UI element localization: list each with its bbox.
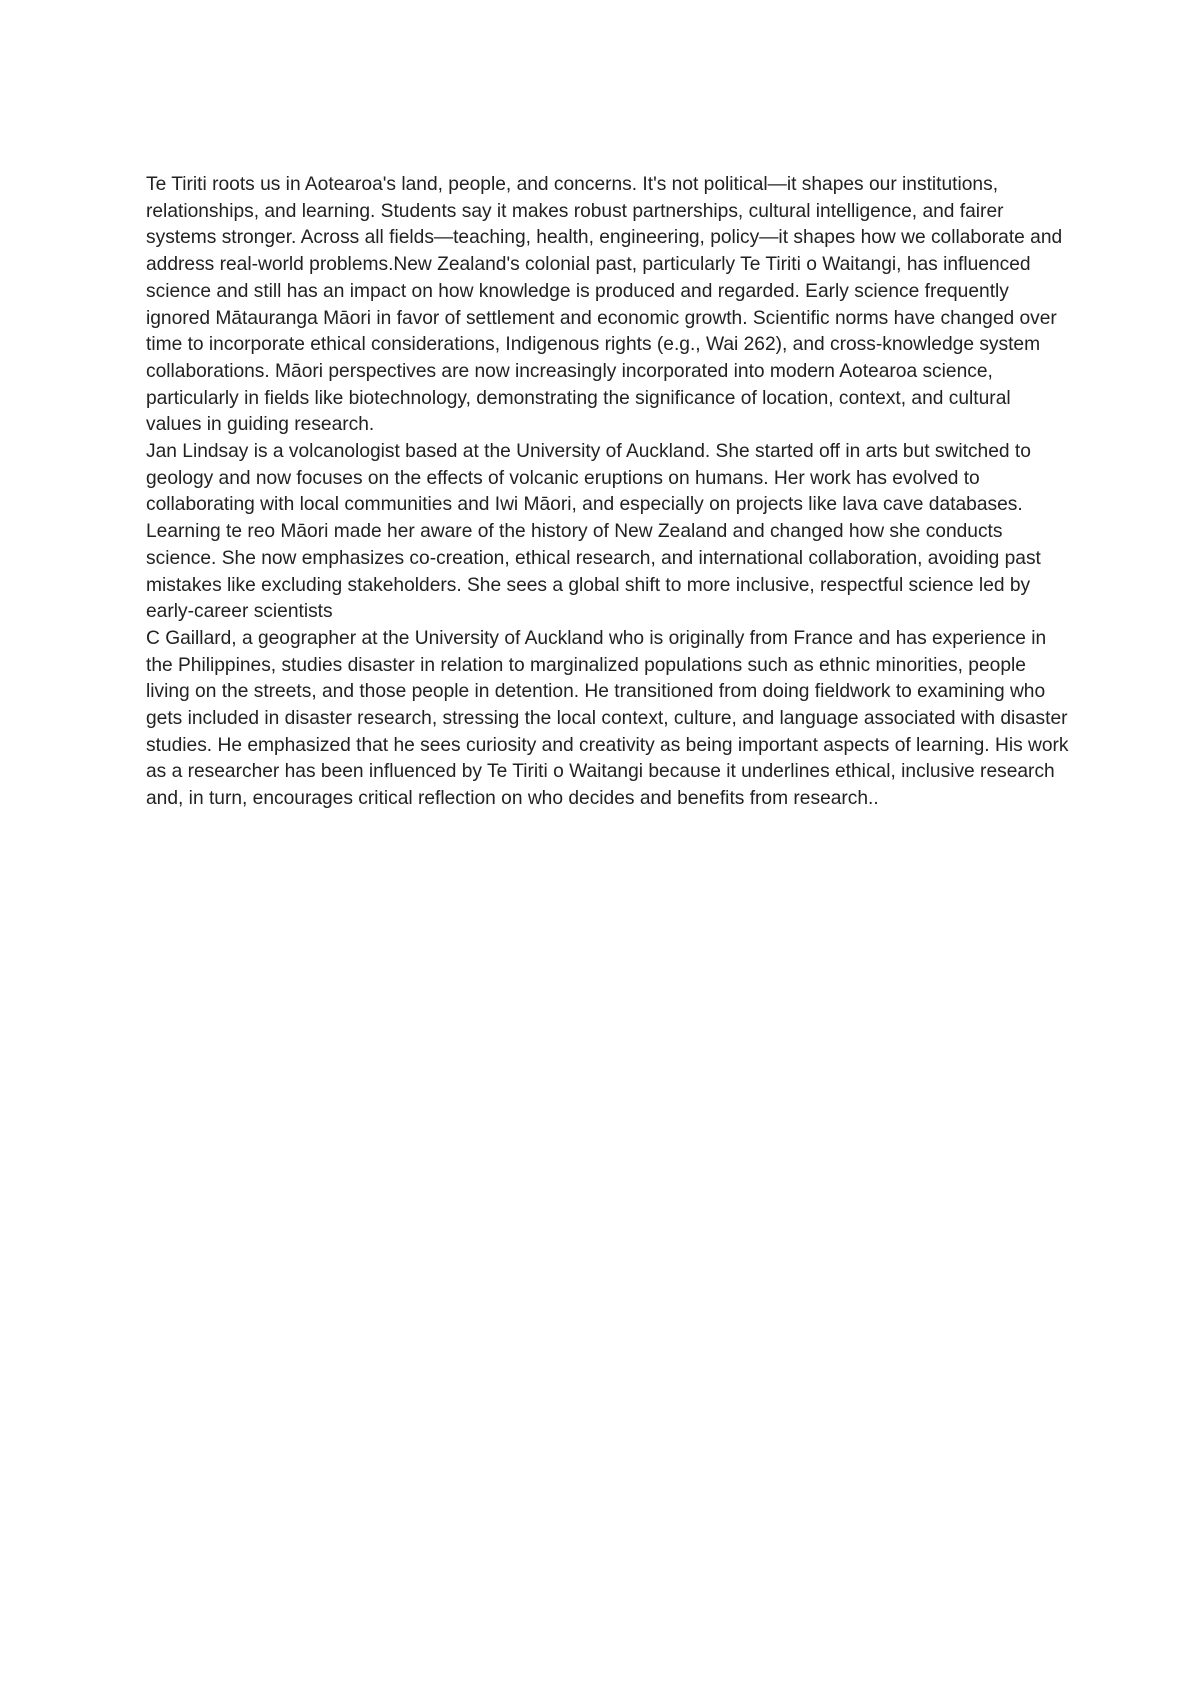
paragraph-c-gaillard: C Gaillard, a geographer at the University of Auckland who is originally from France and has experience in the Philippines, studies disaster in relation to marginalized populations such as ethnic minorities, people living on the streets, and those people in detention. He transitioned from doing fieldwork to examining who gets included in disaster research, stressing the local context, culture, and language associated with disaster studies. He emphasized that he sees curiosity and creativity as being important aspects of learning. His work as a researcher has been influenced by Te Tiriti o Waitangi because it underlines ethical, inclusive research and, in turn, encourages critical reflection on who decides and benefits from research.. <box>146 627 1069 810</box>
document-body <box>146 172 1071 813</box>
paragraph-te-tiriti: Te Tiriti roots us in Aotearoa's land, people, and concerns. It's not political—it shapes our institutions, relationships, and learning. Students say it makes robust partnerships, cultural intelligence, and fairer systems stronger. Across all fields—teaching, health, engineering, policy—it shapes how we collaborate and address real-world problems.New Zealand's colonial past, particularly Te Tiriti o Waitangi, has influenced science and still has an impact on how knowledge is produced and regarded. Early science frequently ignored Mātauranga Māori in favor of settlement and economic growth. Scientific norms have changed over time to incorporate ethical considerations, Indigenous rights (e.g., Wai 262), and cross-knowledge system collaborations. Māori perspectives are now increasingly incorporated into modern Aotearoa science, particularly in fields like biotechnology, demonstrating the significance of location, context, and cultural values in guiding research. <box>146 174 1063 436</box>
paragraph-jan-lindsay: Jan Lindsay is a volcanologist based at the University of Auckland. She started off in arts but switched to geology and now focuses on the effects of volcanic eruptions on humans. Her work has evolved to collaborating with local communities and Iwi Māori, and especially on projects like lava cave databases. Learning te reo Māori made her aware of the history of New Zealand and changed how she conducts science. She now emphasizes co-creation, ethical research, and international collaboration, avoiding past mistakes like excluding stakeholders. She sees a global shift to more inclusive, respectful science led by early-career scientists <box>146 441 1041 623</box>
